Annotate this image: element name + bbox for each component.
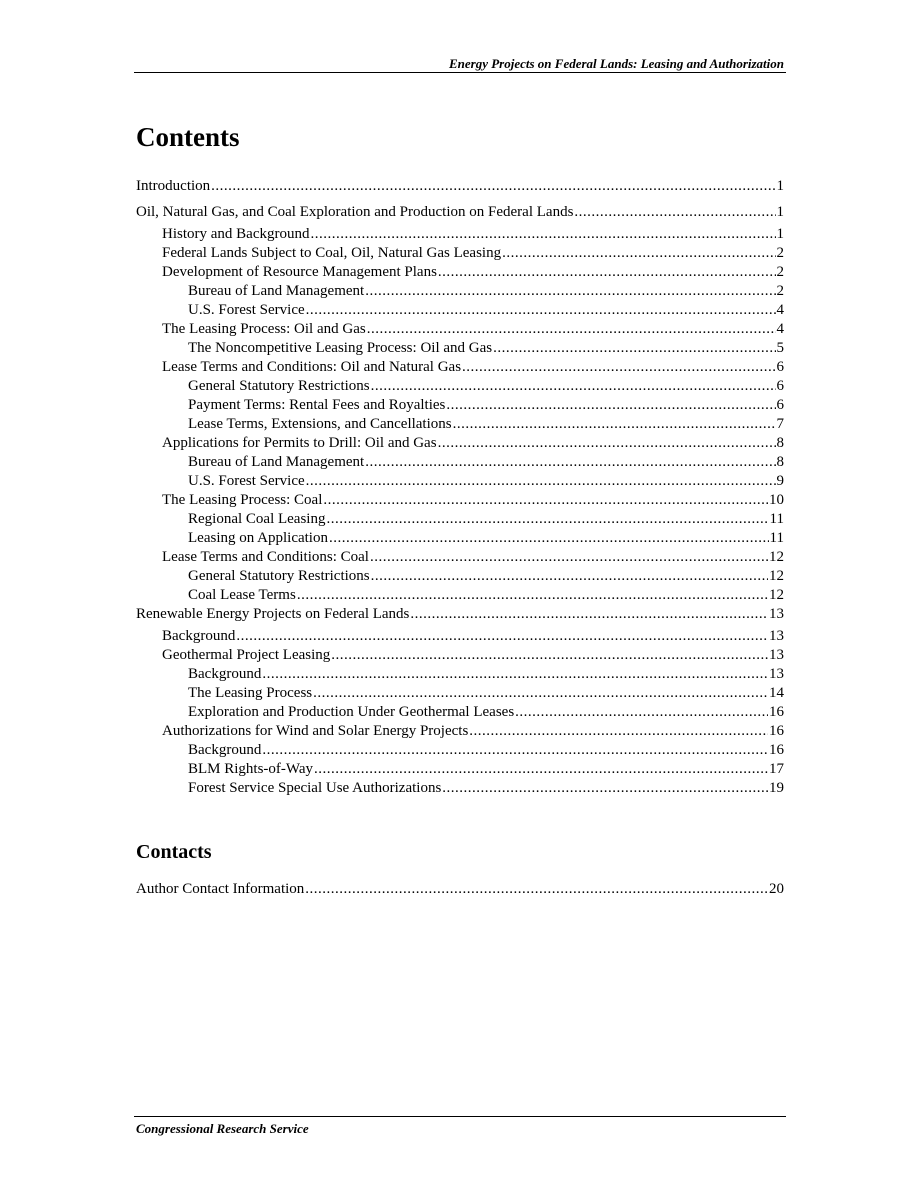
toc-entry[interactable] <box>136 684 784 703</box>
dot-leader <box>262 665 768 684</box>
toc-entry-title: Background <box>162 628 236 644</box>
toc-entry[interactable] <box>136 453 784 472</box>
toc-entry-title: The Noncompetitive Leasing Process: Oil and Gas <box>188 340 493 356</box>
toc-entry-title: U.S. Forest Service <box>188 302 305 318</box>
toc-entry[interactable] <box>136 434 784 453</box>
toc-entry-title: The Leasing Process: Oil and Gas <box>162 321 366 337</box>
toc-entry-title: Bureau of Land Management <box>188 283 365 299</box>
toc-entry-page: 9 <box>776 473 784 489</box>
toc-entry-title: Lease Terms, Extensions, and Cancellations <box>188 416 452 432</box>
toc-entry[interactable] <box>136 282 784 301</box>
toc-entry-title: Forest Service Special Use Authorizations <box>188 780 442 796</box>
toc-entry-page: 16 <box>769 742 784 758</box>
dot-leader <box>365 282 775 301</box>
dot-leader <box>453 415 776 434</box>
toc-entry-title: The Leasing Process <box>188 685 313 701</box>
toc-entry[interactable] <box>136 665 784 684</box>
contacts-heading: Contacts <box>136 841 212 863</box>
toc-entry[interactable] <box>136 339 784 358</box>
toc-entry-page: 6 <box>776 359 784 375</box>
toc-entry-page: 13 <box>769 647 784 663</box>
dot-leader <box>469 722 768 741</box>
toc-entry-title: The Leasing Process: Coal <box>162 492 323 508</box>
footer-rule <box>134 1116 786 1117</box>
toc-entry[interactable] <box>136 377 784 396</box>
dot-leader <box>370 548 768 567</box>
toc-entry-title: Lease Terms and Conditions: Oil and Natural Gas <box>162 359 462 375</box>
running-header: Energy Projects on Federal Lands: Leasing and Authorization <box>448 56 784 71</box>
dot-leader <box>331 646 768 665</box>
table-of-contents <box>136 177 784 798</box>
toc-entry-page: 4 <box>776 321 784 337</box>
toc-entry-page: 10 <box>769 492 784 508</box>
dot-leader <box>365 453 775 472</box>
toc-entry-title: U.S. Forest Service <box>188 473 305 489</box>
dot-leader <box>211 177 775 196</box>
toc-entry[interactable] <box>136 779 784 798</box>
toc-entry-page: 1 <box>776 178 784 194</box>
toc-entry-page: 6 <box>776 378 784 394</box>
toc-entry-title: Lease Terms and Conditions: Coal <box>162 549 369 565</box>
dot-leader <box>438 263 776 282</box>
toc-entry-title: Author Contact Information <box>136 881 305 897</box>
toc-entry[interactable] <box>136 177 784 203</box>
toc-entry-title: Authorizations for Wind and Solar Energy Projects <box>162 723 469 739</box>
toc-entry-page: 17 <box>769 761 784 777</box>
toc-entry-page: 16 <box>769 723 784 739</box>
toc-entry[interactable] <box>136 646 784 665</box>
toc-entry[interactable] <box>136 301 784 320</box>
toc-entry-page: 13 <box>769 666 784 682</box>
toc-entry-title: Bureau of Land Management <box>188 454 365 470</box>
dot-leader <box>493 339 775 358</box>
dot-leader <box>515 703 768 722</box>
dot-leader <box>326 510 768 529</box>
contents-heading: Contents <box>136 122 240 152</box>
toc-entry-page: 12 <box>769 568 784 584</box>
toc-entry-title: BLM Rights-of-Way <box>188 761 314 777</box>
toc-entry-page: 8 <box>776 435 784 451</box>
dot-leader <box>262 741 768 760</box>
toc-entry-title: Renewable Energy Projects on Federal Lands <box>136 606 410 622</box>
toc-entry-page: 12 <box>769 587 784 603</box>
toc-entry-page: 13 <box>769 628 784 644</box>
toc-entry[interactable] <box>136 225 784 244</box>
dot-leader <box>446 396 775 415</box>
toc-entry[interactable] <box>136 510 784 529</box>
toc-entry-page: 19 <box>769 780 784 796</box>
toc-entry-title: Applications for Permits to Drill: Oil and Gas <box>162 435 437 451</box>
toc-entry-title: General Statutory Restrictions <box>188 568 370 584</box>
toc-entry-page: 7 <box>776 416 784 432</box>
toc-entry[interactable] <box>136 627 784 646</box>
toc-entry[interactable] <box>136 263 784 282</box>
toc-entry-page: 20 <box>769 881 784 897</box>
toc-entry-title: General Statutory Restrictions <box>188 378 370 394</box>
toc-entry-title: Background <box>188 666 262 682</box>
toc-entry-title: Coal Lease Terms <box>188 587 296 603</box>
toc-entry-title: Background <box>188 742 262 758</box>
toc-entry-page: 8 <box>776 454 784 470</box>
toc-entry[interactable] <box>136 548 784 567</box>
toc-entry-page: 2 <box>776 264 784 280</box>
toc-entry-title: Oil, Natural Gas, and Coal Exploration and Production on Federal Lands <box>136 204 574 220</box>
toc-entry-page: 11 <box>769 511 784 527</box>
toc-entry[interactable] <box>136 244 784 263</box>
toc-entry[interactable] <box>136 396 784 415</box>
toc-entry[interactable] <box>136 567 784 586</box>
dot-leader <box>367 320 776 339</box>
dot-leader <box>306 301 776 320</box>
toc-entry-page: 1 <box>776 226 784 242</box>
toc-entry-title: Payment Terms: Rental Fees and Royalties <box>188 397 446 413</box>
toc-entry[interactable] <box>136 358 784 377</box>
toc-entry[interactable] <box>136 741 784 760</box>
dot-leader <box>305 880 768 899</box>
toc-entry-page: 12 <box>769 549 784 565</box>
dot-leader <box>313 684 768 703</box>
dot-leader <box>310 225 775 244</box>
toc-entry[interactable] <box>136 586 784 605</box>
toc-entry[interactable] <box>136 415 784 434</box>
toc-entry-title: History and Background <box>162 226 310 242</box>
dot-leader <box>438 434 776 453</box>
toc-entry[interactable] <box>136 880 784 906</box>
toc-entry[interactable] <box>136 722 784 741</box>
toc-entry[interactable] <box>136 203 784 225</box>
dot-leader <box>442 779 768 798</box>
dot-leader <box>323 491 768 510</box>
dot-leader <box>329 529 769 548</box>
running-footer: Congressional Research Service <box>136 1121 309 1136</box>
toc-entry-title: Regional Coal Leasing <box>188 511 326 527</box>
toc-entry[interactable] <box>136 320 784 339</box>
toc-entry-page: 1 <box>776 204 784 220</box>
dot-leader <box>410 605 768 624</box>
dot-leader <box>462 358 775 377</box>
toc-entry-page: 16 <box>769 704 784 720</box>
dot-leader <box>236 627 768 646</box>
toc-entry-page: 5 <box>776 340 784 356</box>
dot-leader <box>502 244 775 263</box>
toc-entry-title: Federal Lands Subject to Coal, Oil, Natural Gas Leasing <box>162 245 502 261</box>
toc-entry-title: Introduction <box>136 178 211 194</box>
dot-leader <box>574 203 775 222</box>
toc-entry-page: 11 <box>769 530 784 546</box>
toc-entry-page: 13 <box>769 606 784 622</box>
toc-entry-page: 6 <box>776 397 784 413</box>
toc-entry[interactable] <box>136 529 784 548</box>
toc-entry-page: 4 <box>776 302 784 318</box>
toc-entry-title: Leasing on Application <box>188 530 328 546</box>
dot-leader <box>371 567 768 586</box>
toc-entry-title: Geothermal Project Leasing <box>162 647 331 663</box>
dot-leader <box>314 760 768 779</box>
toc-entry-title: Development of Resource Management Plans <box>162 264 437 280</box>
header-rule <box>134 72 786 73</box>
toc-entry-page: 14 <box>769 685 784 701</box>
toc-entry-page: 2 <box>776 245 784 261</box>
toc-entry[interactable] <box>136 491 784 510</box>
dot-leader <box>371 377 776 396</box>
toc-entry[interactable] <box>136 703 784 722</box>
contacts-list <box>136 880 784 906</box>
toc-entry-page: 2 <box>776 283 784 299</box>
toc-entry[interactable] <box>136 472 784 491</box>
dot-leader <box>297 586 768 605</box>
toc-entry[interactable] <box>136 760 784 779</box>
toc-entry-title: Exploration and Production Under Geothermal Leases <box>188 704 515 720</box>
toc-entry[interactable] <box>136 605 784 627</box>
dot-leader <box>306 472 776 491</box>
